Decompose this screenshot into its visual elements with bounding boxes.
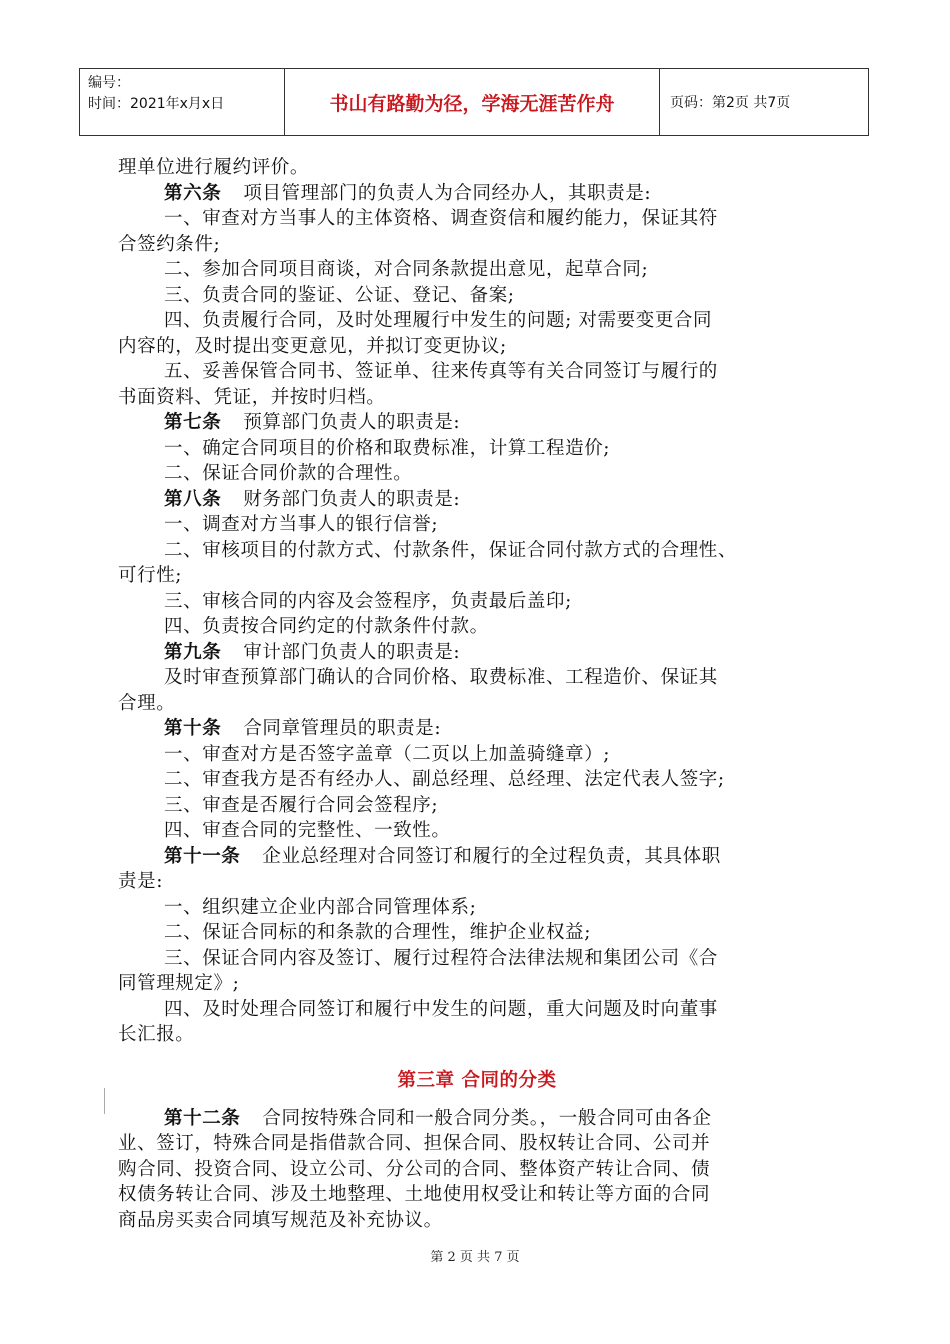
line-text: 三、审查是否履行合同会签程序; — [164, 794, 439, 816]
line-text: 合同章管理员的职责是: — [243, 718, 442, 739]
chapter-title: 第三章 合同的分类 — [397, 1069, 557, 1091]
text-line — [118, 1182, 836, 1208]
page-footer: 第 2 页 共 7 页 — [430, 1250, 520, 1265]
line-text: 业、签订，特殊合同是指借款合同、担保合同、股权转让合同、公司并 — [118, 1133, 711, 1154]
line-text: 一、确定合同项目的价格和取费标准，计算工程造价; — [164, 437, 611, 459]
line-text: 预算部门负责人的职责是: — [243, 412, 461, 433]
line-text: 四、审查合同的完整性、一致性。 — [164, 820, 451, 841]
text-line — [118, 946, 836, 972]
line-text: 三、负责合同的鉴证、公证、登记、备案; — [164, 284, 515, 306]
header-motto: 书山有路勤为径，学海无涯苦作舟 — [285, 69, 660, 135]
line-text: 内容的，及时提出变更意见，并拟订变更协议; — [118, 335, 507, 357]
line-text: 商品房买卖合同填写规范及补充协议。 — [118, 1209, 443, 1231]
text-line — [118, 1157, 836, 1183]
article-lines — [118, 155, 836, 1048]
article-number: 第八条 — [164, 488, 222, 510]
text-line — [118, 920, 836, 946]
article-number: 第七条 — [164, 412, 222, 433]
text-line — [118, 181, 836, 207]
text-line — [118, 487, 836, 513]
line-text: 二、审查我方是否有经办人、副总经理、总经理、法定代表人签字; — [164, 769, 725, 790]
line-text: 四、负责履行合同，及时处理履行中发生的问题; 对需要变更合同 — [164, 310, 713, 331]
text-line — [118, 461, 836, 487]
line-text: 责是: — [118, 871, 164, 892]
text-line — [118, 232, 836, 258]
article-number: 第六条 — [164, 182, 222, 204]
text-line — [118, 691, 836, 717]
text-line — [118, 436, 836, 462]
number-label: 编号： — [88, 75, 130, 91]
text-line — [118, 716, 836, 742]
article-number: 第九条 — [164, 641, 222, 663]
line-text: 一、审查对方是否签字盖章（二页以上加盖骑缝章）; — [164, 743, 611, 765]
text-line — [118, 640, 836, 666]
line-text: 合理。 — [118, 692, 176, 714]
text-line — [118, 155, 836, 181]
line-text: 书面资料、凭证，并按时归档。 — [118, 386, 386, 408]
line-text: 一、组织建立企业内部合同管理体系; — [164, 896, 477, 918]
text-line — [118, 997, 836, 1023]
line-text: 同管理规定》; — [118, 973, 240, 994]
line-text: 权债务转让合同、涉及土地整理、土地使用权受让和转让等方面的合同 — [118, 1184, 711, 1205]
text-line — [118, 767, 836, 793]
line-text: 合签约条件; — [118, 233, 221, 255]
text-line — [118, 283, 836, 309]
line-text: 可行性; — [118, 565, 183, 586]
line-text: 四、及时处理合同签订和履行中发生的问题，重大问题及时向董事 — [164, 998, 718, 1020]
text-line — [118, 563, 836, 589]
text-line — [118, 385, 836, 411]
line-text: 一、调查对方当事人的银行信誉; — [164, 514, 439, 535]
line-text: 四、负责按合同约定的付款条件付款。 — [164, 616, 489, 637]
page-header — [79, 68, 869, 136]
article-number: 第十二条 — [164, 1107, 241, 1129]
line-text: 五、妥善保管合同书、签证单、往来传真等有关合同签订与履行的 — [164, 361, 718, 382]
article-number: 第十条 — [164, 718, 222, 739]
line-text: 长汇报。 — [118, 1024, 195, 1045]
line-text: 二、保证合同标的和条款的合理性，维护企业权益; — [164, 922, 592, 943]
line-text: 一、审查对方当事人的主体资格、调查资信和履约能力，保证其符 — [164, 208, 718, 229]
text-line — [118, 308, 836, 334]
text-line — [118, 614, 836, 640]
text-line — [118, 1208, 836, 1234]
margin-mark — [104, 1088, 105, 1114]
line-text: 合同按特殊合同和一般合同分类。，一般合同可由各企 — [262, 1107, 712, 1129]
line-text: 财务部门负责人的职责是: — [243, 488, 461, 510]
text-line — [118, 538, 836, 564]
line-text: 企业总经理对合同签订和履行的全过程负责，其具体职 — [262, 845, 721, 867]
text-line — [118, 1131, 836, 1157]
text-line — [118, 971, 836, 997]
text-line — [118, 793, 836, 819]
text-line — [118, 742, 836, 768]
header-page-info: 页码：第2页 共7页 — [670, 95, 791, 111]
line-text: 二、保证合同价款的合理性。 — [164, 463, 413, 484]
text-line — [118, 665, 836, 691]
line-text: 购合同、投资合同、设立公司、分公司的合同、整体资产转让合同、债 — [118, 1158, 711, 1180]
text-line — [118, 359, 836, 385]
line-text: 二、审核项目的付款方式、付款条件，保证合同付款方式的合理性、 — [164, 539, 738, 561]
text-line — [118, 512, 836, 538]
line-text: 项目管理部门的负责人为合同经办人，其职责是: — [243, 182, 652, 204]
time-label: 时间：2021年x月x日 — [88, 96, 225, 112]
line-text: 三、审核合同的内容及会签程序，负责最后盖印; — [164, 590, 572, 612]
text-line — [118, 1106, 836, 1132]
document-body — [118, 155, 836, 1233]
text-line — [118, 589, 836, 615]
text-line — [118, 818, 836, 844]
header-left-cell — [80, 69, 285, 135]
text-line — [118, 257, 836, 283]
line-text: 三、保证合同内容及签订、履行过程符合法律法规和集团公司《合 — [164, 947, 718, 969]
text-line — [118, 410, 836, 436]
text-line — [118, 895, 836, 921]
text-line — [118, 334, 836, 360]
line-text: 审计部门负责人的职责是: — [243, 641, 461, 663]
text-line — [118, 206, 836, 232]
line-text: 二、参加合同项目商谈，对合同条款提出意见，起草合同; — [164, 259, 649, 280]
article-number: 第十一条 — [164, 845, 241, 867]
line-text: 理单位进行履约评价。 — [118, 157, 310, 178]
chapter-lines — [118, 1106, 836, 1234]
text-line — [118, 1022, 836, 1048]
text-line — [118, 844, 836, 870]
line-text: 及时审查预算部门确认的合同价格、取费标准、工程造价、保证其 — [164, 667, 718, 688]
text-line — [118, 869, 836, 895]
